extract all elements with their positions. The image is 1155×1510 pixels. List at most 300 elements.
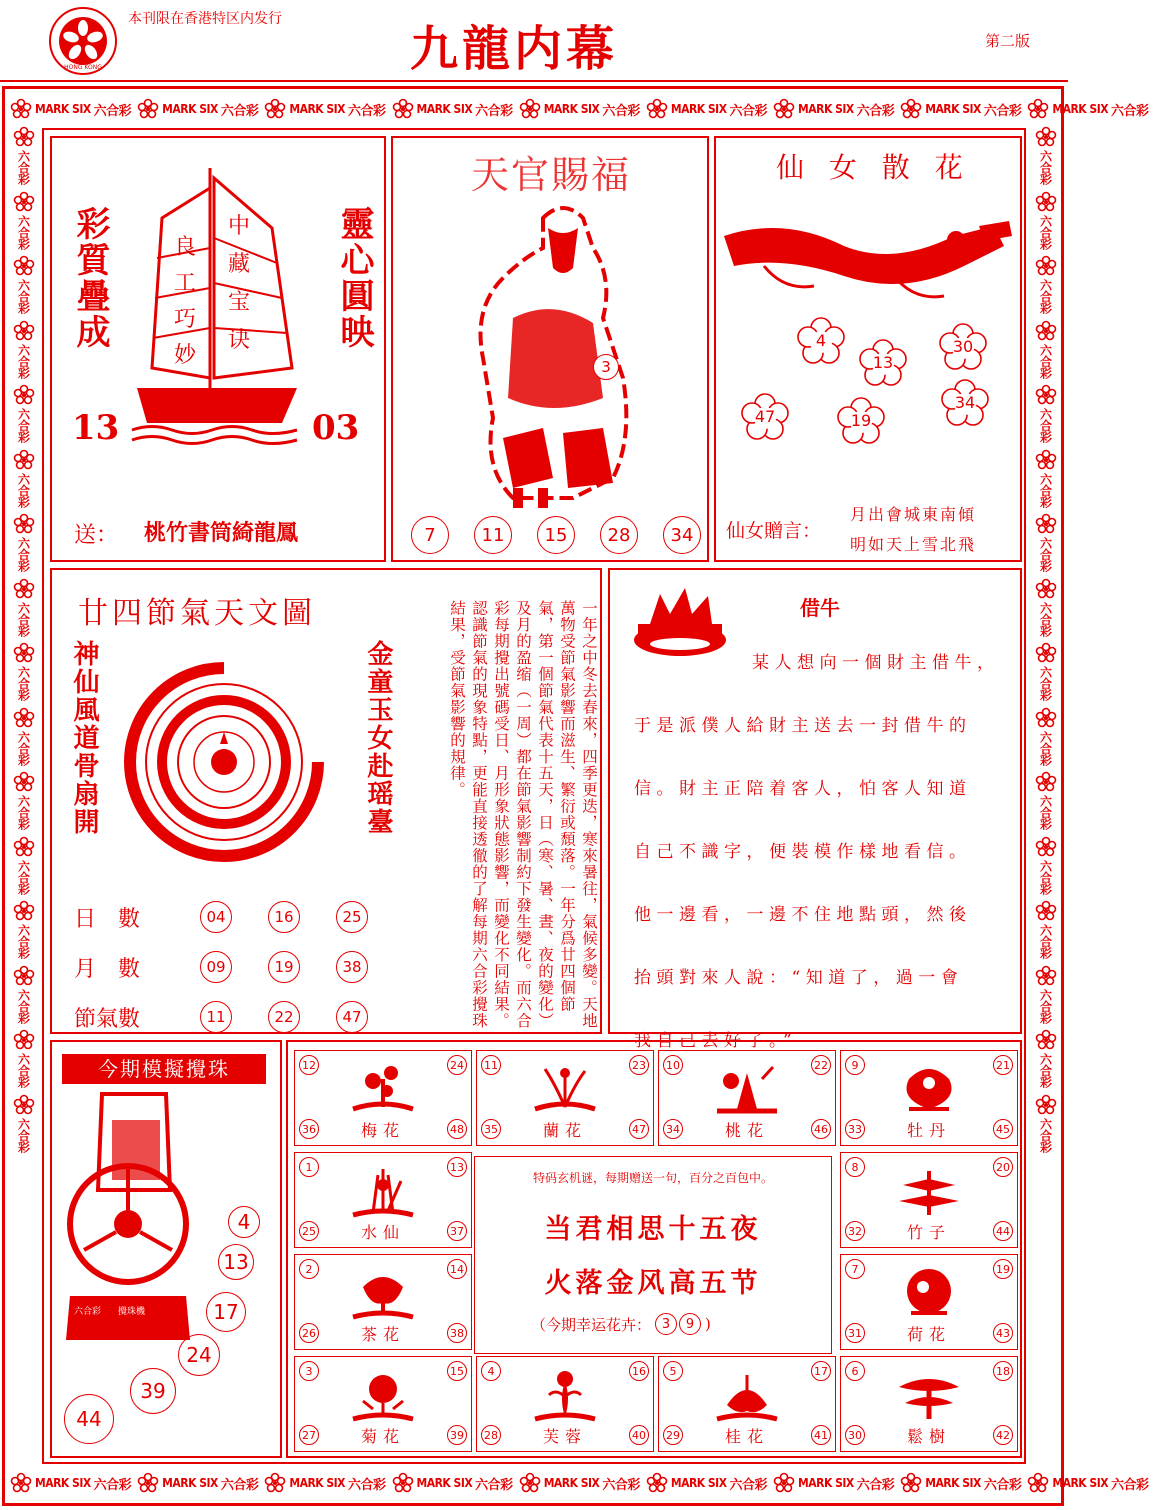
flower-number-bl: 32 — [845, 1221, 865, 1241]
emblem-text: HONG KONG — [64, 64, 102, 71]
flower-name: 鬆樹 — [906, 1427, 951, 1446]
fairy-flower — [940, 378, 990, 428]
solar-row — [74, 942, 394, 992]
solar-row — [74, 992, 394, 1042]
flower-number-tr: 22 — [811, 1055, 831, 1075]
flower-number-tl: 11 — [481, 1055, 501, 1075]
gift-line-2: 明如天上雪北飛 — [850, 535, 977, 554]
strip-mark-six: MARK SIX — [925, 102, 981, 116]
flower-cell — [476, 1356, 654, 1452]
gift-line-1: 月出會城東南傾 — [850, 505, 977, 524]
lucky-number: 3 — [655, 1313, 677, 1335]
strip-liuhecai: 六合彩 — [16, 666, 31, 701]
send-text: 桃竹書筒綺龍鳳 — [144, 520, 299, 546]
sail-char: 工 — [174, 271, 197, 296]
strip-top — [10, 94, 1149, 124]
flower-number-tr: 14 — [447, 1259, 467, 1279]
row-ball: 22 — [268, 1001, 300, 1033]
machine-label-2: 攪珠機 — [118, 1307, 146, 1317]
flower-number-br: 48 — [447, 1119, 467, 1139]
flower-number-tl: 3 — [299, 1361, 319, 1381]
flower-illustration — [525, 1365, 605, 1425]
row-ball: 38 — [336, 951, 368, 983]
sail-chars-left — [174, 230, 204, 374]
solar-title: 廿四節氣天文圖 — [78, 596, 316, 631]
flower-name: 水仙 — [360, 1223, 405, 1242]
strip-tile — [264, 94, 385, 124]
strip-tile — [1030, 1029, 1062, 1088]
header-rule — [0, 80, 1068, 82]
draw-ball: 13 — [218, 1244, 254, 1280]
flower-cell — [840, 1356, 1018, 1452]
row-ball: 16 — [268, 901, 300, 933]
strip-tile — [773, 1468, 894, 1498]
strip-tile — [519, 1468, 640, 1498]
strip-mark-six: MARK SIX — [670, 102, 727, 116]
strip-liuhecai: 六合彩 — [1038, 924, 1053, 959]
flower-illustration — [889, 1365, 969, 1425]
strip-liuhecai: 六合彩 — [1038, 1117, 1053, 1152]
flower-number-tr: 24 — [447, 1055, 467, 1075]
draw-machine-illustration — [66, 1090, 196, 1340]
solar-wheel-illustration — [124, 662, 324, 862]
strip-mark-six: MARK SIX — [35, 102, 91, 116]
fairy-flower — [836, 396, 886, 446]
story-line: 抬頭對來人說：“知道了，過一會 — [634, 968, 964, 988]
flower-cell — [658, 1356, 836, 1452]
flower-name: 荷花 — [906, 1325, 951, 1344]
riddle-line-2: 火落金风高五节 — [544, 1268, 762, 1299]
strip-tile — [8, 1094, 40, 1153]
flower-number-tl: 4 — [481, 1361, 501, 1381]
lucky-number: 9 — [679, 1313, 701, 1335]
flower-number-tr: 20 — [993, 1157, 1013, 1177]
flower-number-br: 39 — [447, 1425, 467, 1445]
flower-name: 蘭花 — [542, 1121, 587, 1140]
strip-tile — [1030, 642, 1062, 701]
sail-char: 妙 — [174, 343, 197, 368]
strip-liuhecai: 六合彩 — [1038, 472, 1053, 507]
lucky-flowers: （今期幸运花卉： 3 9 ) — [531, 1315, 711, 1334]
flower-name: 牡丹 — [906, 1121, 951, 1140]
story-line: 于是派僕人給財主送去一封借牛的 — [634, 716, 972, 736]
flower-number-br: 47 — [629, 1119, 649, 1139]
strip-liuhecai: 六合彩 — [16, 343, 31, 378]
draw-panel — [50, 1040, 282, 1458]
fairy-flower-number: 19 — [850, 411, 872, 430]
flower-number-br: 43 — [993, 1323, 1013, 1343]
flower-cell — [840, 1050, 1018, 1146]
tianguan-numbers — [411, 516, 701, 554]
flower-number-br: 41 — [811, 1425, 831, 1445]
strip-liuhecai: 六合彩 — [93, 103, 132, 119]
strip-liuhecai: 六合彩 — [475, 103, 513, 119]
strip-tile — [1030, 191, 1062, 250]
flower-cell — [294, 1254, 472, 1350]
strip-tile — [8, 1029, 40, 1088]
number-ball: 28 — [600, 516, 638, 554]
machine-label-1: 六合彩 — [74, 1307, 102, 1317]
right-vertical-verse: 金童玉女赴瑶臺 — [363, 640, 393, 836]
flower-number-tr: 15 — [447, 1361, 467, 1381]
flower-cell — [294, 1050, 472, 1146]
strip-tile — [1030, 578, 1062, 637]
strip-liuhecai: 六合彩 — [16, 1053, 31, 1088]
strip-mark-six: MARK SIX — [543, 102, 600, 116]
flower-number-tr: 17 — [811, 1361, 831, 1381]
strip-mark-six: MARK SIX — [670, 1476, 727, 1490]
tianguan-figure-illustration — [453, 198, 653, 508]
strip-liuhecai: 六合彩 — [16, 408, 31, 443]
row-ball: 25 — [336, 901, 368, 933]
strip-liuhecai: 六合彩 — [1038, 730, 1053, 765]
story-line: 自己不識字，便裝模作樣地看信。 — [634, 842, 972, 862]
draw-ball: 24 — [178, 1334, 220, 1376]
flower-number-bl: 31 — [845, 1323, 865, 1343]
flower-number-tl: 5 — [663, 1361, 683, 1381]
row-ball: 19 — [268, 951, 300, 983]
strip-liuhecai: 六合彩 — [1038, 408, 1053, 443]
row-label: 月 數 — [74, 956, 141, 982]
flower-name: 梅花 — [360, 1121, 405, 1140]
strip-liuhecai: 六合彩 — [1038, 988, 1053, 1023]
story-body — [634, 632, 1014, 1073]
flower-number-bl: 33 — [845, 1119, 865, 1139]
strip-mark-six: MARK SIX — [416, 1476, 473, 1490]
strip-mark-six: MARK SIX — [289, 102, 345, 116]
riddle-top-line: 特码玄机谜，每期赠送一句，百分之百包中。 — [532, 1171, 773, 1185]
flower-number-tl: 2 — [299, 1259, 319, 1279]
strip-mark-six: MARK SIX — [35, 1476, 91, 1490]
draw-ball: 44 — [64, 1394, 114, 1444]
send-label: 送： — [74, 523, 119, 548]
row-ball: 04 — [200, 901, 232, 933]
flower-number-tr: 21 — [993, 1055, 1013, 1075]
flower-illustration — [889, 1059, 969, 1119]
flower-name: 桃花 — [724, 1121, 769, 1140]
flower-grid-panel — [286, 1040, 1022, 1458]
flower-number-bl: 35 — [481, 1119, 501, 1139]
strip-liuhecai: 六合彩 — [1038, 859, 1053, 894]
right-phrase: 靈心圓映 — [334, 206, 374, 350]
strip-tile — [1030, 965, 1062, 1024]
flower-illustration — [343, 1263, 423, 1323]
strip-tile — [1027, 1468, 1148, 1498]
story-panel — [608, 568, 1022, 1051]
flower-number-tl: 10 — [663, 1055, 683, 1075]
strip-mark-six: MARK SIX — [289, 1476, 345, 1490]
gift-label: 仙女贈言： — [726, 520, 822, 542]
strip-tile — [1030, 449, 1062, 508]
strip-tile — [1030, 836, 1062, 895]
fairy-flower-number: 13 — [872, 353, 894, 372]
lucky-label: （今期幸运花卉： — [531, 1315, 652, 1334]
flower-cell — [840, 1254, 1018, 1350]
strip-liuhecai: 六合彩 — [16, 601, 31, 636]
flower-number-tr: 18 — [993, 1361, 1013, 1381]
flower-number-tr: 19 — [993, 1259, 1013, 1279]
sail-char: 巧 — [174, 307, 197, 332]
draw-ball: 17 — [206, 1292, 246, 1332]
riddle-line-1: 当君相思十五夜 — [544, 1214, 762, 1245]
strip-liuhecai: 六合彩 — [1038, 343, 1053, 378]
strip-liuhecai: 六合彩 — [16, 924, 31, 959]
boat-panel — [50, 136, 386, 562]
fairy-flower-number: 30 — [952, 337, 974, 356]
flower-name: 芙蓉 — [542, 1427, 587, 1446]
solar-rows — [74, 892, 394, 1042]
sail-chars-right — [228, 208, 258, 360]
flower-name: 竹子 — [906, 1223, 951, 1242]
strip-liuhecai: 六合彩 — [16, 214, 31, 249]
strip-liuhecai: 六合彩 — [602, 1477, 640, 1493]
sail-char: 藏 — [228, 252, 251, 277]
draw-ball: 4 — [228, 1206, 260, 1238]
strip-liuhecai: 六合彩 — [1038, 214, 1053, 249]
strip-liuhecai: 六合彩 — [348, 1477, 386, 1493]
left-vertical-verse: 神仙風道骨扇開 — [69, 640, 99, 836]
strip-liuhecai: 六合彩 — [16, 279, 31, 314]
sail-char: 宝 — [228, 290, 251, 315]
strip-tile — [8, 707, 40, 766]
strip-mark-six: MARK SIX — [1052, 1476, 1109, 1490]
number-left: 13 — [72, 408, 120, 448]
strip-mark-six: MARK SIX — [162, 1476, 218, 1490]
strip-liuhecai: 六合彩 — [1038, 279, 1053, 314]
flower-number-br: 45 — [993, 1119, 1013, 1139]
flower-number-bl: 29 — [663, 1425, 683, 1445]
sail-char: 良 — [174, 235, 197, 260]
fairy-flower-number: 47 — [754, 407, 776, 426]
flower-cell — [476, 1050, 654, 1146]
strip-liuhecai: 六合彩 — [1111, 103, 1149, 119]
strip-tile — [8, 965, 40, 1024]
flower-name: 桂花 — [724, 1427, 769, 1446]
strip-tile — [8, 578, 40, 637]
strip-tile — [8, 836, 40, 895]
flower-number-tl: 6 — [845, 1361, 865, 1381]
flower-illustration — [707, 1059, 787, 1119]
flower-number-tr: 16 — [629, 1361, 649, 1381]
fairy-flower — [740, 392, 790, 442]
figure-number: 3 — [593, 354, 619, 380]
strip-right — [1030, 126, 1062, 1466]
strip-tile — [1027, 94, 1148, 124]
strip-liuhecai: 六合彩 — [729, 103, 768, 119]
row-label: 日 數 — [74, 906, 141, 932]
strip-liuhecai: 六合彩 — [983, 103, 1022, 119]
strip-tile — [900, 1468, 1021, 1498]
story-line: 某人想向一個財主借牛， — [752, 653, 1000, 673]
flower-number-bl: 34 — [663, 1119, 683, 1139]
strip-liuhecai: 六合彩 — [1038, 795, 1053, 830]
strip-tile — [8, 255, 40, 314]
strip-tile — [8, 384, 40, 443]
strip-mark-six: MARK SIX — [1052, 102, 1109, 116]
flower-number-bl: 28 — [481, 1425, 501, 1445]
strip-tile — [8, 320, 40, 379]
strip-mark-six: MARK SIX — [543, 1476, 600, 1490]
riddle-box — [474, 1156, 832, 1354]
flower-number-bl: 27 — [299, 1425, 319, 1445]
draw-title: 今期模擬攪珠 — [62, 1054, 266, 1084]
strip-liuhecai: 六合彩 — [16, 150, 31, 185]
strip-tile — [8, 191, 40, 250]
flower-illustration — [343, 1161, 423, 1221]
strip-liuhecai: 六合彩 — [16, 730, 31, 765]
strip-mark-six: MARK SIX — [798, 1476, 854, 1490]
flower-number-br: 38 — [447, 1323, 467, 1343]
strip-liuhecai: 六合彩 — [1038, 150, 1053, 185]
strip-tile — [1030, 900, 1062, 959]
flower-number-br: 42 — [993, 1425, 1013, 1445]
strip-tile — [137, 94, 258, 124]
flower-illustration — [525, 1059, 605, 1119]
flower-name: 菊花 — [360, 1427, 405, 1446]
number-ball: 7 — [411, 516, 449, 554]
page-title: 九龍内幕 — [410, 21, 619, 77]
fairy-flower-number: 34 — [954, 393, 976, 412]
fairy-title: 仙 女 散 花 — [776, 151, 971, 184]
tianguan-panel — [391, 136, 709, 562]
fairy-flower — [858, 338, 908, 388]
strip-tile — [264, 1468, 385, 1498]
sail-char: 诀 — [228, 328, 251, 353]
fairy-flowers — [716, 308, 1024, 488]
strip-tile — [1030, 513, 1062, 572]
flower-number-tl: 8 — [845, 1157, 865, 1177]
fairy-flower-number: 4 — [815, 331, 827, 350]
strip-liuhecai: 六合彩 — [16, 1117, 31, 1152]
row-ball: 09 — [200, 951, 232, 983]
flower-illustration — [707, 1365, 787, 1425]
flower-number-tl: 12 — [299, 1055, 319, 1075]
strip-liuhecai: 六合彩 — [1038, 666, 1053, 701]
strip-tile — [8, 642, 40, 701]
strip-tile — [10, 94, 131, 124]
flower-number-tl: 1 — [299, 1157, 319, 1177]
fairy-flower — [938, 322, 988, 372]
flower-number-tr: 23 — [629, 1055, 649, 1075]
strip-mark-six: MARK SIX — [925, 1476, 981, 1490]
flower-illustration — [889, 1161, 969, 1221]
flower-number-br: 37 — [447, 1221, 467, 1241]
strip-tile — [392, 94, 513, 124]
solar-essay: 一年之中冬去春來，四季更迭，寒來暑往，氣候多變。天地萬物受節氣影響而滋生、繁衍或頹落。一年分爲廿四個節氣，第一個節氣代表十五天，日（寒、暑、晝、夜的變化）及月的盈缩（一周）都在節氣影響制約下發生變化。而六合彩每期攪出號碼受日、月形象狀態影響，而變化不同結果。認識節氣的現象特點，更能直接透徹的了解每期六合彩攪珠結果，受節氣影響的規律。 — [448, 600, 598, 1029]
strip-liuhecai: 六合彩 — [729, 1477, 768, 1493]
strip-tile — [392, 1468, 513, 1498]
strip-liuhecai: 六合彩 — [16, 472, 31, 507]
strip-liuhecai: 六合彩 — [16, 859, 31, 894]
strip-tile — [773, 94, 894, 124]
flower-number-bl: 26 — [299, 1323, 319, 1343]
flower-number-tr: 13 — [447, 1157, 467, 1177]
flower-number-bl: 25 — [299, 1221, 319, 1241]
strip-bottom — [10, 1468, 1149, 1498]
row-label: 節氣數 — [74, 1006, 141, 1032]
solar-row — [74, 892, 394, 942]
solar-terms-panel — [50, 568, 602, 1034]
strip-tile — [1030, 320, 1062, 379]
edition-label: 第二版 — [985, 32, 1031, 50]
strip-tile — [8, 126, 40, 185]
flower-cell — [294, 1356, 472, 1452]
flower-cell — [294, 1152, 472, 1248]
strip-tile — [8, 771, 40, 830]
flower-name: 茶花 — [360, 1325, 405, 1344]
strip-liuhecai: 六合彩 — [220, 1477, 259, 1493]
sail-char: 中 — [228, 214, 251, 239]
strip-liuhecai: 六合彩 — [16, 988, 31, 1023]
strip-liuhecai: 六合彩 — [602, 103, 640, 119]
strip-tile — [1030, 126, 1062, 185]
strip-tile — [1030, 384, 1062, 443]
story-line: 信。財主正陪着客人，怕客人知道 — [634, 779, 972, 799]
left-phrase: 彩質疊成 — [70, 206, 110, 350]
strip-liuhecai: 六合彩 — [1038, 537, 1053, 572]
strip-liuhecai: 六合彩 — [16, 537, 31, 572]
strip-tile — [1030, 255, 1062, 314]
number-right: 03 — [312, 408, 360, 448]
flower-number-br: 44 — [993, 1221, 1013, 1241]
strip-tile — [900, 94, 1021, 124]
flower-illustration — [343, 1059, 423, 1119]
story-line: 我自己去好了。” — [634, 1031, 798, 1051]
strip-tile — [8, 900, 40, 959]
number-ball: 11 — [474, 516, 512, 554]
strip-tile — [137, 1468, 258, 1498]
flower-number-bl: 30 — [845, 1425, 865, 1445]
strip-tile — [1030, 771, 1062, 830]
row-ball: 11 — [200, 1001, 232, 1033]
flower-number-br: 46 — [811, 1119, 831, 1139]
tianguan-title: 天官賜福 — [471, 153, 632, 197]
strip-tile — [8, 513, 40, 572]
flower-cell — [840, 1152, 1018, 1248]
strip-liuhecai: 六合彩 — [93, 1477, 132, 1493]
flying-fairy-illustration — [724, 196, 1016, 306]
flower-illustration — [343, 1365, 423, 1425]
flower-number-br: 40 — [629, 1425, 649, 1445]
fairy-flower — [796, 316, 846, 366]
strip-liuhecai: 六合彩 — [983, 1477, 1022, 1493]
fairy-panel — [714, 136, 1022, 562]
strip-tile — [519, 94, 640, 124]
header — [0, 0, 1068, 84]
strip-mark-six: MARK SIX — [798, 102, 854, 116]
strip-mark-six: MARK SIX — [162, 102, 218, 116]
flower-cell — [658, 1050, 836, 1146]
number-ball: 34 — [663, 516, 701, 554]
flower-number-tl: 7 — [845, 1259, 865, 1279]
flower-number-tl: 9 — [845, 1055, 865, 1075]
strip-liuhecai: 六合彩 — [856, 1477, 895, 1493]
row-ball: 47 — [336, 1001, 368, 1033]
strip-liuhecai: 六合彩 — [475, 1477, 513, 1493]
strip-tile — [1030, 1094, 1062, 1153]
strip-liuhecai: 六合彩 — [1111, 1477, 1149, 1493]
story-title: 借牛 — [800, 596, 840, 620]
number-ball: 15 — [537, 516, 575, 554]
strip-liuhecai: 六合彩 — [16, 795, 31, 830]
strip-tile — [646, 94, 767, 124]
draw-ball: 39 — [130, 1368, 176, 1414]
strip-tile — [646, 1468, 767, 1498]
junk-boat-illustration — [132, 168, 302, 448]
flower-illustration — [889, 1263, 969, 1323]
strip-tile — [10, 1468, 131, 1498]
strip-tile — [1030, 707, 1062, 766]
